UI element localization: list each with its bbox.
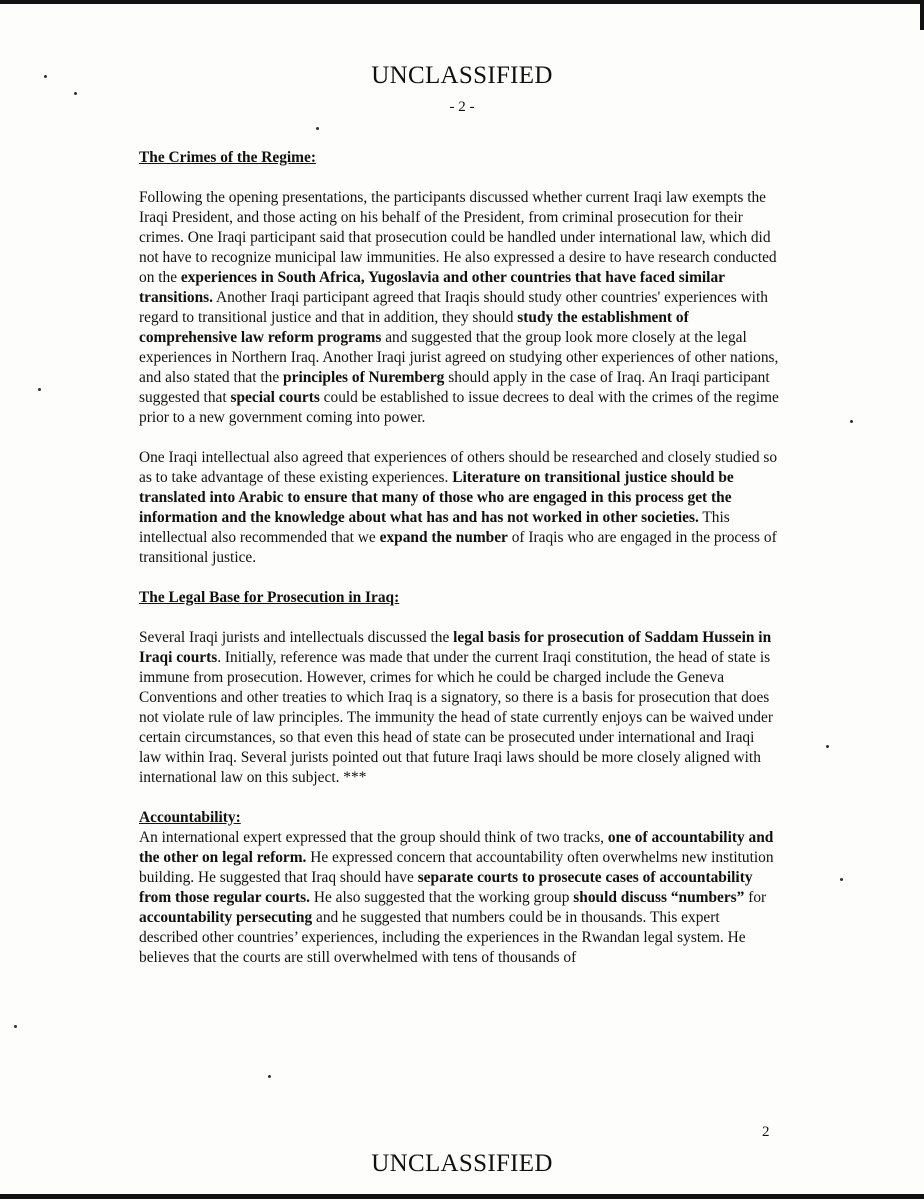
section-heading: The Legal Base for Prosecution in Iraq:	[139, 589, 400, 606]
scan-speck	[826, 745, 829, 748]
page-marker: - 2 -	[449, 99, 475, 115]
bold-run: expand the number	[379, 529, 508, 546]
text-run: could be established to issue decrees to deal with the crimes of the regime prior to a new government coming into power.	[139, 389, 779, 426]
paragraph	[139, 628, 779, 788]
scan-top-rule	[0, 0, 924, 4]
text-run: This intellectual also recommended that we	[139, 509, 730, 546]
text-run: An international expert expressed that the group should think of two tracks,	[139, 829, 608, 846]
bold-run: separate courts to prosecute cases of accountability from those regular courts.	[139, 869, 753, 906]
classification-footer: UNCLASSIFIED	[371, 1150, 553, 1177]
scan-speck	[74, 92, 77, 95]
bold-run: Literature on transitional justice should be translated into Arabic to ensure that many of those who are engaged in this process get the information and the knowledge about what has and has not worked in other societies.	[139, 469, 734, 526]
scan-speck	[38, 388, 41, 391]
section-legal-base	[139, 588, 779, 788]
text-run: One Iraqi intellectual also agreed that experiences of others should be researched and closely studied so as to take advantage of these existing experiences.	[139, 449, 778, 486]
bold-run: legal basis for prosecution of Saddam Hussein in Iraqi courts	[139, 629, 772, 666]
scan-speck	[850, 420, 853, 423]
text-run: of Iraqis who are engaged in the process of transitional justice.	[139, 529, 777, 566]
text-run: and he suggested that numbers could be in thousands. This expert described other countries’ experiences, including the experiences in the Rwandan legal system. He believes that the courts are still overwhelmed with tens of thousands of	[139, 909, 746, 966]
bold-run: should discuss “numbers”	[573, 889, 745, 906]
section-heading: Accountability:	[139, 809, 241, 826]
scan-speck	[268, 1075, 271, 1078]
section-accountability	[139, 808, 779, 968]
text-run: should apply in the case of Iraq. An Iraqi participant suggested that	[139, 369, 770, 406]
text-run: Following the opening presentations, the participants discussed whether current Iraqi law exempts the Iraqi President, and those acting on his behalf of the President, from criminal prosecution for their crimes. One Iraqi participant said that prosecution could be handled under international law, which did not have to recognize municipal law immunities. He also expressed a desire to have research conducted on the	[139, 189, 777, 286]
bold-run: accountability persecuting	[139, 909, 313, 926]
section-heading: The Crimes of the Regime:	[139, 149, 316, 166]
scan-top-right-edge	[920, 0, 924, 30]
text-run: He expressed concern that accountability often overwhelms new institution building. He suggested that Iraq should have	[139, 849, 774, 886]
paragraph	[139, 188, 779, 428]
scan-bottom-rule	[0, 1194, 924, 1199]
text-run: He also suggested that the working group	[309, 889, 574, 906]
text-run: for	[744, 889, 767, 906]
document-body	[139, 148, 779, 988]
section-crimes-of-regime	[139, 148, 779, 568]
text-run: Another Iraqi participant agreed that Iraqis should study other countries' experiences with regard to transitional justice and that in addition, they should	[139, 289, 768, 326]
paragraph	[139, 828, 779, 968]
scan-speck	[14, 1025, 17, 1028]
classification-header: UNCLASSIFIED	[371, 62, 553, 89]
bold-run: experiences in South Africa, Yugoslavia and other countries that have faced similar transitions.	[139, 269, 725, 306]
bold-run: principles of Nuremberg	[283, 369, 445, 386]
bold-run: study the establishment of comprehensive law reform programs	[139, 309, 689, 346]
page-number: 2	[762, 1124, 770, 1140]
text-run: . Initially, reference was made that under the current Iraqi constitution, the head of state is immune from prosecution. However, crimes for which he could be charged include the Geneva Conventions and other treaties to which Iraq is a signatory, so there is a basis for prosecution that does not violate rule of law principles. The immunity the head of state currently enjoys can be waived under certain circumstances, so that even this head of state can be prosecuted under international and Iraqi law within Iraq. Several jurists pointed out that future Iraqi laws should be more closely aligned with international law on this subject. ***	[139, 649, 773, 786]
bold-run: one of accountability and the other on legal reform.	[139, 829, 774, 866]
scan-speck	[316, 127, 319, 130]
text-run: Several Iraqi jurists and intellectuals discussed the	[139, 629, 454, 646]
bold-run: special courts	[230, 389, 320, 406]
paragraph	[139, 448, 779, 568]
text-run: and suggested that the group look more closely at the legal experiences in Northern Iraq. Another Iraqi jurist agreed on studying other experiences of other nations, and also stated that the	[139, 329, 779, 386]
scan-speck	[840, 878, 843, 881]
